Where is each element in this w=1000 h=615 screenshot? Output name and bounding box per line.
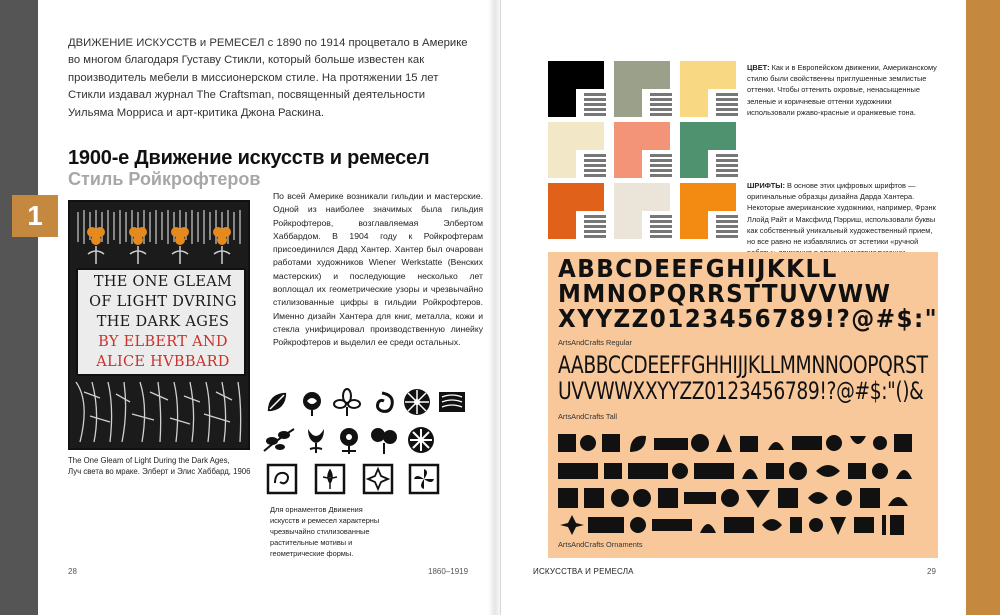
swatch-bar [716,169,738,172]
cover-caption [68,455,258,477]
color-swatch [614,183,670,239]
specimen-tall-line-2: UVVWWXXYYZZ0123456789!?@#$:"()& [558,377,924,405]
ornament-row-4 [558,513,928,537]
swatch-bar [584,169,606,172]
swatch-bars [650,91,672,117]
tulip-ornament-icon [302,425,330,455]
swatch-bars [584,213,606,239]
ornament-row-3 [558,486,928,510]
bloom-ornament-icon [334,425,364,455]
chapter-number-badge: 1 [12,195,58,237]
specimen-regular-line-1: ABBCDEEFGHIJKKLL [558,254,838,283]
ornament-glyphs-row-3 [558,486,928,510]
intro-paragraph [68,35,468,122]
swatch-bar [716,154,738,157]
swatch-bars [716,213,738,239]
wheel-ornament-icon [402,387,432,417]
swatch-bar [584,113,606,116]
page-subtitle: Стиль Ройкрофтеров [68,169,261,189]
framed-flower-icon [314,463,346,495]
color-swatch [680,61,736,117]
fonts-keyword: ШРИФТЫ: [747,181,785,190]
swatch-bar [584,93,606,96]
swatch-bar [716,225,738,228]
swatch-bar [650,108,672,111]
swatch-bar [716,220,738,223]
swatch-bar [716,215,738,218]
specimen-regular-line-3: XYYZZ0123456789!?@#$:" [558,304,939,333]
swatch-bars [650,213,672,239]
fonts-description [747,180,942,258]
swatch-bar [716,235,738,238]
specimen-tall-label: ArtsAndCrafts Tall [558,412,618,421]
swatch-bar [650,225,672,228]
swatch-bar [650,113,672,116]
rosebush-ornament-icon [368,425,400,455]
cover-line-1: THE ONE GLEAM [93,274,233,290]
fonts-body: В основе этих цифровых шрифтов — оригинальные образцы дизайна Дарда Хантера. Некоторые американские художники, например, Фрэнк Ллойд Райт и Максфилд Пэрриш, использовали буквы как собственный уникальный художественный прием, но все равно не избавлялись от эстетики «ручной [747,181,936,247]
swatch-bar [716,103,738,106]
body-paragraph: По всей Америке возникали гильдии и мастерские. Одной из наиболее значимых была гильдия Ройкрофтеров, возглавляемая Элбертом Хаббардом. В 1904 году к Ройкрофтерам присоединился Дард Хантер. Хантер был очарован работами художников Wiener Werkstatte (Венских мастерских) и последующие несколько лет воплощал их геометрические узоры и чрезвычайно стилизованные цифры в гильдии Ройкрофтеров. Именно дизайн Хантера для книг, металла, кожи и стекла унифицировал производственную линейку Ройкрофтеров и выделил ее среди остальных. [273,191,483,348]
specimen-regular-label: ArtsAndCrafts Regular [558,338,632,347]
book-gutter [488,0,502,615]
swatch-bars [716,91,738,117]
swatch-bar [650,169,672,172]
intro-lead: ДВИЖЕНИЕ ИСКУССТВ и РЕМЕСЕЛ [68,37,265,49]
swatch-bar [584,215,606,218]
swatch-bar [584,174,606,177]
swatch-bar [716,174,738,177]
radial-flower-icon [406,425,436,455]
flower-ornament-icon [332,387,362,417]
swatch-bar [650,98,672,101]
cover-caption-line-1: The One Gleam of Light During the Dark Ages, [68,456,230,465]
swatch-bar [584,159,606,162]
swatch-bar [650,154,672,157]
page-number-right: 29 [927,567,936,576]
color-description [747,62,937,118]
running-footer-years: 1860–1919 [428,567,469,576]
ornament-glyphs-row-2 [558,459,928,483]
cover-line-3: THE DARK AGES [96,314,230,330]
swatch-bar [650,215,672,218]
swatch-bar [584,235,606,238]
cover-line-5: ALICE HVBBARD [96,354,230,370]
swatch-bar [716,230,738,233]
swatch-bar [716,159,738,162]
swatch-bar [584,230,606,233]
color-swatch [680,183,736,239]
specimen-regular-line-2: MMNOPQRRSTTUVVWW [558,279,892,308]
rose-ornament-icon [298,389,326,417]
framed-pinwheel-icon [408,463,440,495]
swatch-bar [716,113,738,116]
color-swatch [614,122,670,178]
left-spine-band [0,0,38,615]
swatch-bars [716,152,738,178]
swatch-bar [716,98,738,101]
ornament-row-1 [558,432,928,456]
swatch-bar [584,164,606,167]
swatch-bar [584,98,606,101]
color-swatch [614,61,670,117]
branch-ornament-icon [262,425,296,455]
font-specimen-panel [548,252,938,558]
swatch-bars [650,152,672,178]
specimen-ornaments-label: ArtsAndCrafts Ornaments [558,540,643,549]
framed-swirl-icon [266,463,298,495]
swatch-bar [716,108,738,111]
swatch-bar [584,220,606,223]
cover-caption-line-2: Луч света во мраке. Элберт и Элис Хаббард, 1906 [68,467,251,476]
swatch-bar [650,159,672,162]
running-footer-title: ИСКУССТВА И РЕМЕСЛА [533,567,634,576]
color-swatch [680,122,736,178]
intro-rest: с 1890 по 1914 процветало в Америке во многом благодаря Густаву Стикли, который больше известен как производитель мебели в миссионерском стиле. На протяжении 15 лет Стикли издавал журнал The Craftsman, посвященный деятельности Уильяма Морриса и арт-критика Джона Раскина. [68,37,468,119]
swatch-bar [650,93,672,96]
cover-line-2: OF LIGHT DVRING [89,294,237,310]
swatch-bar [584,154,606,157]
ornament-glyphs-row-4 [558,513,928,537]
framed-star-icon [362,463,394,495]
ornament-samples [262,385,442,500]
specimen-tall-line-1: AABBCCDEEFFGHHIJJKLLMMNNOOPQRST [558,351,928,379]
cover-title-panel [76,268,246,376]
color-swatch [548,183,604,239]
swatch-bar [650,220,672,223]
right-edge-band [966,0,1000,615]
wood-block-ornament-icon [438,391,466,413]
swatch-bar [650,174,672,177]
swatch-bar [650,103,672,106]
swatch-bar [584,103,606,106]
swatch-bars [584,152,606,178]
color-swatch [548,122,604,178]
swatch-bar [716,164,738,167]
swatch-bar [650,235,672,238]
page-title: 1900-е Движение искусств и ремесел [68,147,430,169]
color-swatch [548,61,604,117]
swatch-bar [584,225,606,228]
cover-line-4: BY ELBERT AND [98,334,228,350]
swirl-ornament-icon [368,389,396,417]
swatch-bar [716,93,738,96]
ornament-row-2 [558,459,928,483]
color-keyword: ЦВЕТ: [747,63,770,72]
swatch-bars [584,91,606,117]
swatch-bar [650,164,672,167]
leaf-ornament-icon [262,387,292,417]
color-body: Как и в Европейском движении, Американскому стилю были свойственны приглушенные землистые оттенки. Чтобы оттенить охровые, ненасыщенные зеленые и коричневые оттенки художники использовали ржаво-красные и оранжевые тона. [747,63,937,117]
swatch-bar [584,108,606,111]
ornament-caption: Для орнаментов Движения искусств и ремесел характерны чрезвычайно стилизованные растительные мотивы и геометрические формы. [270,505,380,558]
book-cover-image [68,200,250,450]
swatch-bar [650,230,672,233]
ornament-glyphs-row-1 [558,432,928,456]
page-number-left: 28 [68,567,77,576]
